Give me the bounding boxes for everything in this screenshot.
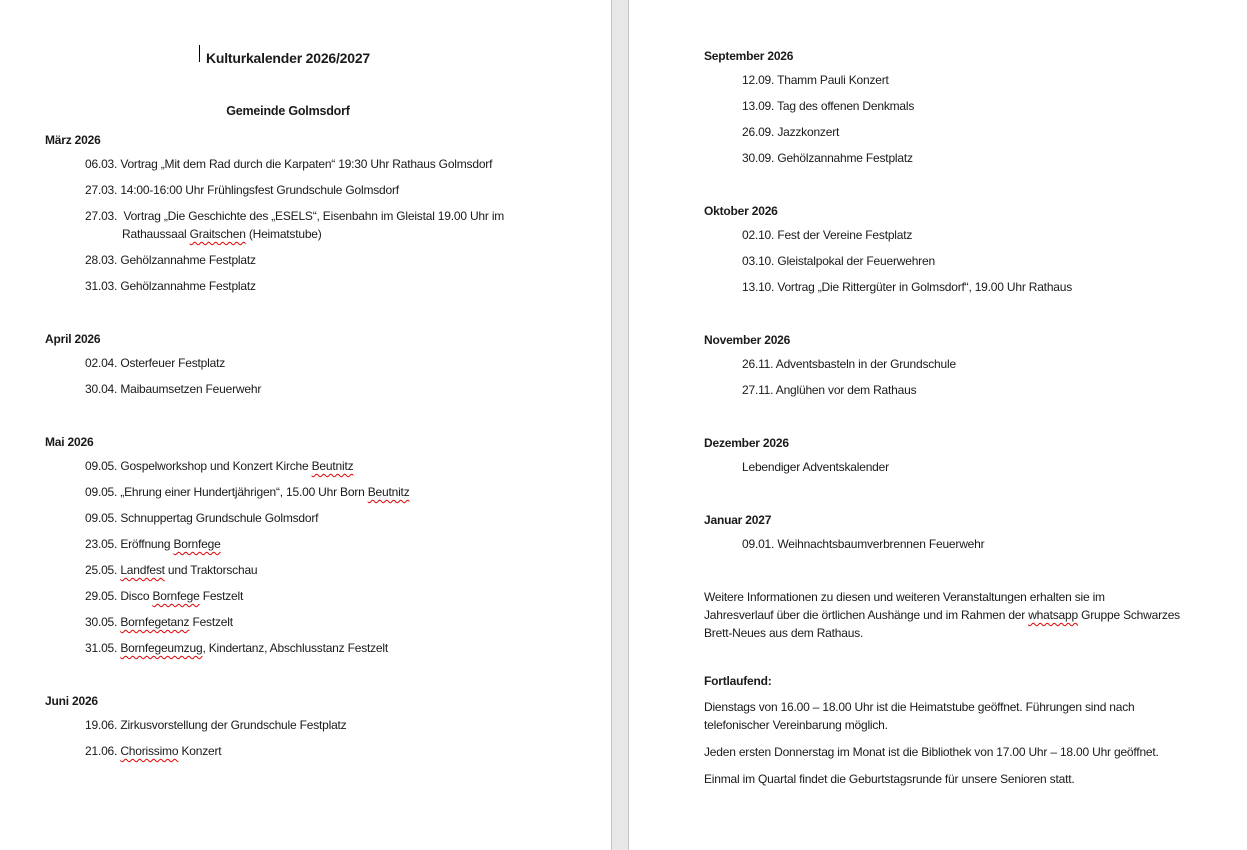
event-line <box>85 181 531 199</box>
event-date: 30.09. <box>742 151 775 165</box>
misspelled-word: Landfest <box>120 563 165 577</box>
event-line <box>85 716 531 734</box>
event-text-line: 09.05. Schnuppertag Grundschule Golmsdorf <box>85 511 319 525</box>
event-line <box>85 613 531 631</box>
event-date: 09.05. <box>85 511 118 525</box>
event-line <box>742 355 1217 373</box>
fortlaufend-paragraphs <box>704 698 1217 788</box>
event-date: 03.10. <box>742 254 775 268</box>
calendar-month-section <box>704 511 1217 553</box>
misspelled-word: Beutnitz <box>367 485 410 499</box>
event-date: 13.09. <box>742 99 775 113</box>
calendar-month-section <box>45 330 531 398</box>
event-date: 27.03. <box>85 183 118 197</box>
event-line <box>742 226 1217 244</box>
fortlaufend-paragraph <box>704 770 1217 788</box>
paragraph-line: Weitere Informationen zu diesen und weiteren Veranstaltungen erhalten sie im <box>704 590 1105 604</box>
event-text-line: 09.01. Weihnachtsbaumverbrennen Feuerwehr <box>742 537 985 551</box>
event-line <box>742 123 1217 141</box>
event-text-line: 28.03. Gehölzannahme Festplatz <box>85 253 256 267</box>
event-line <box>85 251 531 269</box>
month-heading: Juni 2026 <box>45 694 98 708</box>
event-line <box>85 561 531 579</box>
event-date: 31.05. <box>85 641 118 655</box>
event-text-line: 30.09. Gehölzannahme Festplatz <box>742 151 913 165</box>
event-line <box>742 535 1217 553</box>
event-line <box>85 354 531 372</box>
event-date: 21.06. <box>85 744 118 758</box>
event-text-line: 19.06. Zirkusvorstellung der Grundschule Festplatz <box>85 718 347 732</box>
event-date: 09.05. <box>85 459 118 473</box>
document-page-1[interactable] <box>0 0 611 850</box>
event-text-line: 09.05. „Ehrung einer Hundertjährigen“, 15.00 Uhr Born Beutnitz <box>85 485 410 499</box>
fortlaufend-paragraph <box>704 743 1217 761</box>
document-subtitle: Gemeinde Golmsdorf <box>226 104 350 118</box>
event-date: 30.04. <box>85 382 118 396</box>
event-text-line: Lebendiger Adventskalender <box>742 460 889 474</box>
month-heading: November 2026 <box>704 333 791 347</box>
event-line <box>85 535 531 553</box>
event-text-line: 13.10. Vortrag „Die Rittergüter in Golmsdorf“, 19.00 Uhr Rathaus <box>742 280 1073 294</box>
paragraph-line: Einmal im Quartal findet die Geburtstagsrunde für unsere Senioren statt. <box>704 772 1075 786</box>
event-date: 30.05. <box>85 615 118 629</box>
misspelled-word: Chorissimo <box>120 744 179 758</box>
month-heading: Dezember 2026 <box>704 436 789 450</box>
event-text-line: 02.04. Osterfeuer Festplatz <box>85 356 226 370</box>
paragraph-line: Brett-Neues aus dem Rathaus. <box>704 626 864 640</box>
event-text-line: 27.03. Vortrag „Die Geschichte des „ESELS“, Eisenbahn im Gleistal 19.00 Uhr im <box>85 209 505 223</box>
event-text-line: 13.09. Tag des offenen Denkmals <box>742 99 915 113</box>
misspelled-word: Bornfege <box>173 537 221 551</box>
page2-sections <box>704 47 1217 553</box>
event-text-line: 06.03. Vortrag „Mit dem Rad durch die Karpaten“ 19:30 Uhr Rathaus Golmsdorf <box>85 157 493 171</box>
event-text-line: 31.05. Bornfegeumzug, Kindertanz, Abschlusstanz Festzelt <box>85 641 388 655</box>
page1-sections <box>45 131 531 760</box>
page-gutter <box>611 0 629 850</box>
event-text-line: 23.05. Eröffnung Bornfege <box>85 537 221 551</box>
event-date: 02.04. <box>85 356 118 370</box>
event-text-line: 27.11. Anglühen vor dem Rathaus <box>742 383 917 397</box>
calendar-month-section <box>45 131 531 295</box>
fortlaufend-heading: Fortlaufend: <box>704 674 772 688</box>
event-line <box>85 742 531 760</box>
calendar-month-section <box>704 202 1217 296</box>
page2-info-paragraph-container <box>704 588 1217 642</box>
event-date: 06.03. <box>85 157 118 171</box>
page1-content <box>0 0 611 760</box>
event-line <box>742 252 1217 270</box>
event-line <box>85 639 531 657</box>
month-heading: Januar 2027 <box>704 513 772 527</box>
event-date: 25.05. <box>85 563 118 577</box>
month-heading: April 2026 <box>45 332 101 346</box>
event-date: 26.11. <box>742 357 774 371</box>
event-date: 12.09. <box>742 73 775 87</box>
event-text-line: 09.05. Gospelworkshop und Konzert Kirche Beutnitz <box>85 459 354 473</box>
event-text-line: 31.03. Gehölzannahme Festplatz <box>85 279 256 293</box>
event-line <box>742 278 1217 296</box>
calendar-month-section <box>704 47 1217 167</box>
event-text-line: 02.10. Fest der Vereine Festplatz <box>742 228 913 242</box>
misspelled-word: whatsapp <box>1028 608 1078 622</box>
event-date: 02.10. <box>742 228 775 242</box>
paragraph-line: Dienstags von 16.00 – 18.00 Uhr ist die Heimatstube geöffnet. Führungen sind nach <box>704 700 1135 714</box>
month-heading: März 2026 <box>45 133 101 147</box>
event-line <box>85 277 531 295</box>
info-paragraph <box>704 588 1217 642</box>
misspelled-word: Bornfegetanz <box>120 615 190 629</box>
event-text-line: Rathaussaal Graitschen (Heimatstube) <box>122 227 322 241</box>
event-text-line: 26.09. Jazzkonzert <box>742 125 840 139</box>
event-date: 09.05. <box>85 485 118 499</box>
paragraph-line: Jeden ersten Donnerstag im Monat ist die Bibliothek von 17.00 Uhr – 18.00 Uhr geöffnet. <box>704 745 1159 759</box>
calendar-month-section <box>45 433 531 657</box>
month-heading: September 2026 <box>704 49 794 63</box>
event-date: 13.10. <box>742 280 775 294</box>
event-date: 28.03. <box>85 253 118 267</box>
misspelled-word: Beutnitz <box>311 459 354 473</box>
event-date: 31.03. <box>85 279 118 293</box>
event-line <box>742 149 1217 167</box>
month-heading: Oktober 2026 <box>704 204 778 218</box>
event-date: 19.06. <box>85 718 118 732</box>
misspelled-word: Bornfege <box>152 589 200 603</box>
event-text-line: 26.11. Adventsbasteln in der Grundschule <box>742 357 956 371</box>
event-date: 27.11. <box>742 383 774 397</box>
event-line <box>742 458 1217 476</box>
event-line <box>85 509 531 527</box>
event-text-line: 25.05. Landfest und Traktorschau <box>85 563 258 577</box>
calendar-month-section <box>704 331 1217 399</box>
calendar-month-section <box>45 692 531 760</box>
event-line <box>742 381 1217 399</box>
fortlaufend-paragraph <box>704 698 1217 734</box>
month-heading: Mai 2026 <box>45 435 94 449</box>
misspelled-word: Bornfegeumzug <box>120 641 203 655</box>
event-date: 09.01. <box>742 537 775 551</box>
paragraph-line: Jahresverlauf über die örtlichen Aushänge und im Rahmen der whatsapp Gruppe Schwarzes <box>704 608 1180 622</box>
event-line <box>742 71 1217 89</box>
event-date: 23.05. <box>85 537 118 551</box>
document-page-2[interactable] <box>629 0 1247 850</box>
event-line <box>85 587 531 605</box>
event-text-line: 21.06. Chorissimo Konzert <box>85 744 222 758</box>
event-date: 29.05. <box>85 589 118 603</box>
calendar-month-section <box>704 434 1217 476</box>
event-text-line: 03.10. Gleistalpokal der Feuerwehren <box>742 254 935 268</box>
text-cursor <box>199 45 200 62</box>
misspelled-word: Graitschen <box>189 227 246 241</box>
paragraph-line: telefonischer Vereinbarung möglich. <box>704 718 888 732</box>
event-text-line: 29.05. Disco Bornfege Festzelt <box>85 589 244 603</box>
event-line <box>85 380 531 398</box>
event-text-line: 27.03. 14:00-16:00 Uhr Frühlingsfest Grundschule Golmsdorf <box>85 183 399 197</box>
event-text-line: 30.04. Maibaumsetzen Feuerwehr <box>85 382 262 396</box>
page2-content <box>629 0 1247 788</box>
event-text-line: 12.09. Thamm Pauli Konzert <box>742 73 889 87</box>
event-line <box>85 483 531 501</box>
document-title: Kulturkalender 2026/2027 <box>205 50 371 66</box>
event-date: 26.09. <box>742 125 775 139</box>
event-line <box>85 207 531 243</box>
event-line <box>85 457 531 475</box>
event-date: 27.03. <box>85 209 118 223</box>
event-text-line: 30.05. Bornfegetanz Festzelt <box>85 615 233 629</box>
event-line <box>742 97 1217 115</box>
event-line <box>85 155 531 173</box>
